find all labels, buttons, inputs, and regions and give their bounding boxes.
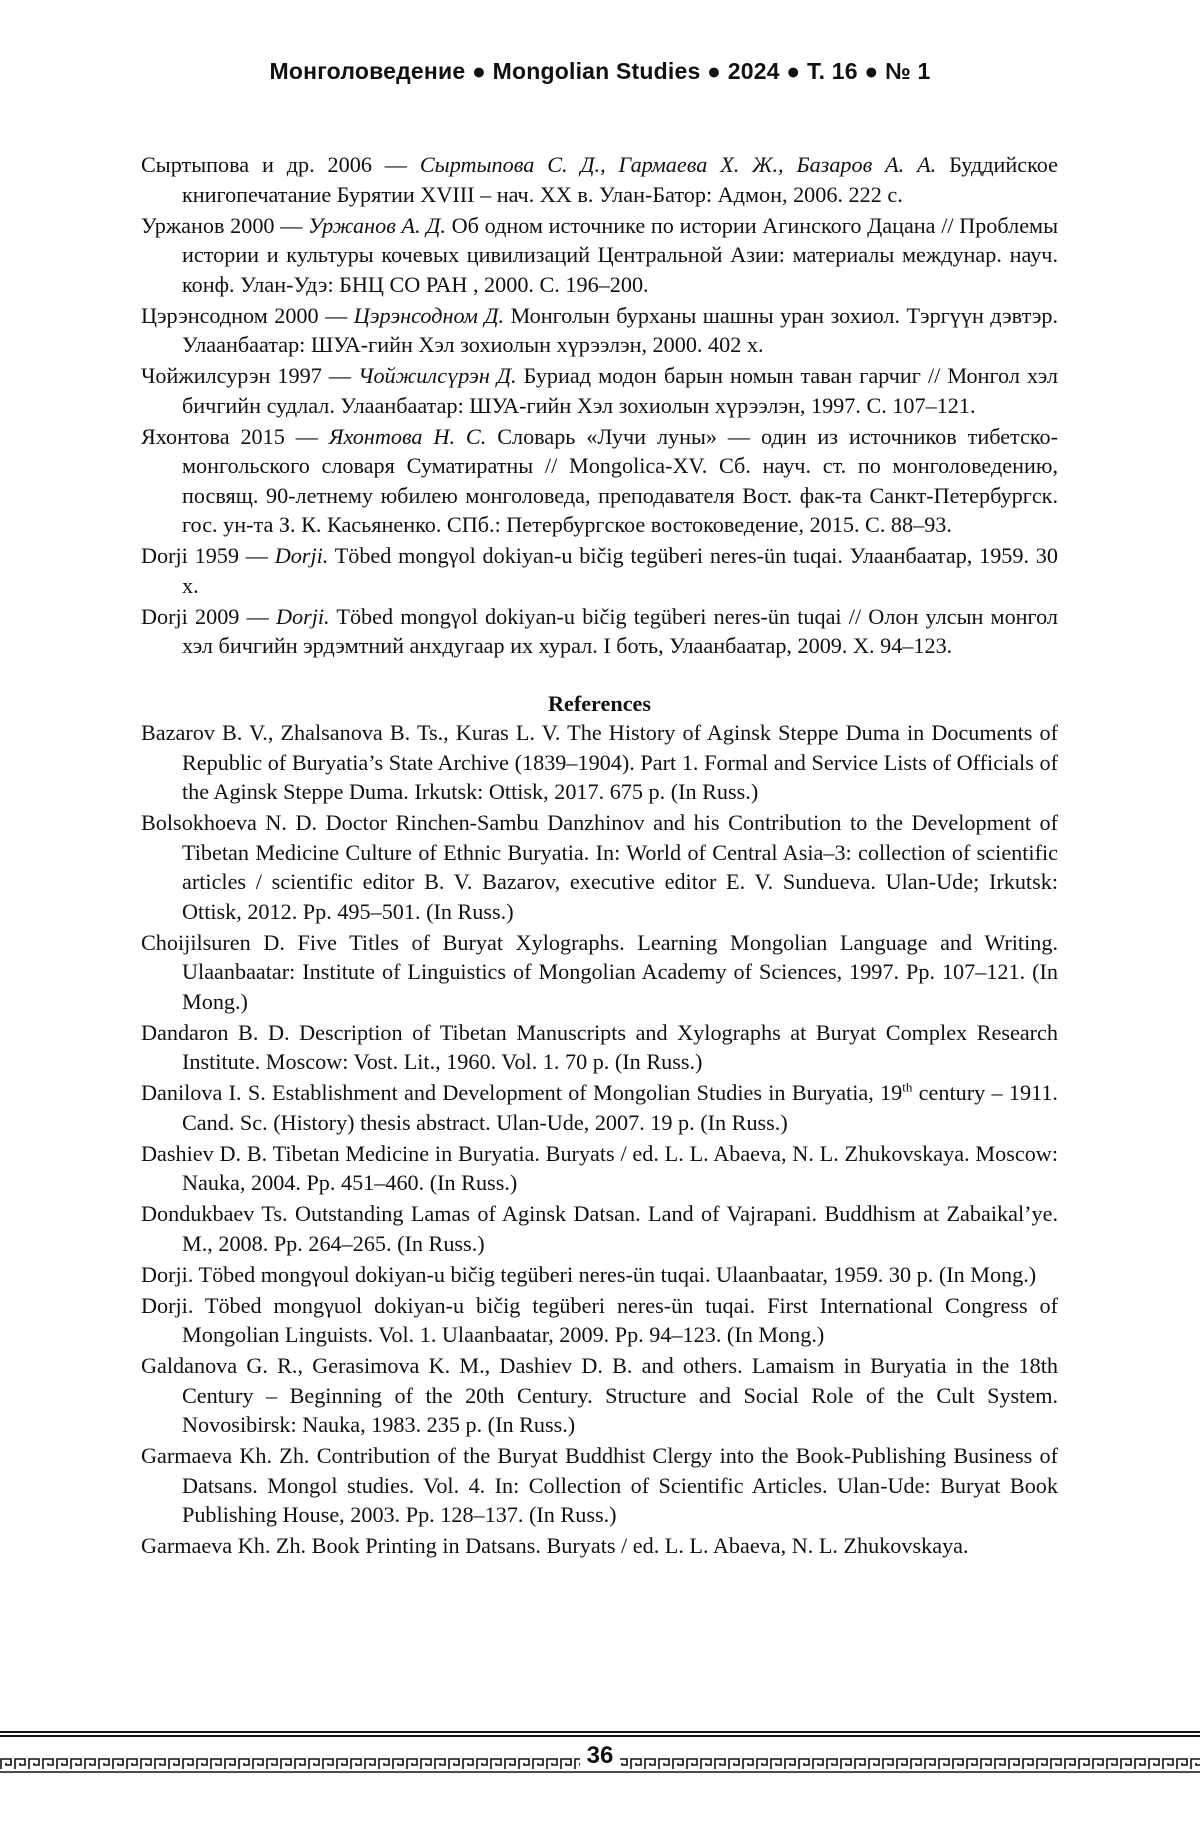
reference-entry: Bazarov B. V., Zhalsanova B. Ts., Kuras L. V. The History of Aginsk Steppe Duma in Documents of Republic of Buryatia’s State Archive (1839–1904). Part 1. Formal and Service Lists of Officials of the Aginsk Steppe Duma. Irkutsk: Ottisk, 2017. 675 p. (In Russ.) <box>141 720 1058 804</box>
page-number: 36 <box>586 1742 614 1769</box>
source-entry <box>141 422 1058 540</box>
bibliography <box>141 150 1058 1562</box>
source-rest: Об одном источнике по истории Агинского Дацана // Проблемы истории и культуры кочевых цивилизаций Центральной Азии: материалы междунар. науч. конф. Улан-Удэ: БНЦ СО РАН , 2000. С. 196–200. <box>182 212 1059 297</box>
source-rest: Словарь «Лучи луны» — один из источников тибетско-монгольского словаря Суматиратны // Mongolica-XV. Сб. науч. ст. по монголоведению, посвящ. 90-летнему юбилею монголоведа, преподавателя Вост. фак-та Санкт-Петербургск. гос. ун-та З. К. Касьяненко. СПб.: Петербургское востоковедение, 2015. С. 88–93. <box>182 423 1059 537</box>
source-rest: Буддийское книгопечатание Бурятии XVIII – нач. XX в. Улан-Батор: Адмон, 2006. 222 с. <box>182 152 1058 207</box>
reference-entry: Dashiev D. B. Tibetan Medicine in Buryatia. Buryats / ed. L. L. Abaeva, N. L. Zhukovskaya. Moscow: Nauka, 2004. Pp. 451–460. (In Russ.) <box>141 1140 1058 1195</box>
reference-entry <box>141 1078 1058 1137</box>
source-lead: Сыртыпова и др. 2006 — <box>141 152 420 177</box>
reference-entry: Dorji. Töbed mongγuol dokiyan-u bičig tegüberi neres-ün tuqai. First International Congress of Mongolian Linguists. Vol. 1. Ulaanbaatar, 2009. Pp. 94–123. (In Mong.) <box>141 1292 1058 1347</box>
source-author: Dorji. <box>275 603 330 629</box>
source-entry <box>141 602 1058 661</box>
reference-text: century – 1911. Cand. Sc. (History) thesis abstract. Ulan-Ude, 2007. 19 p. (In Russ.) <box>182 1080 1058 1135</box>
source-entry <box>141 361 1058 420</box>
reference-entry: Garmaeva Kh. Zh. Book Printing in Datsans. Buryats / ed. L. L. Abaeva, N. L. Zhukovskaya. <box>141 1533 969 1558</box>
source-entry <box>141 301 1058 360</box>
source-entry <box>141 541 1058 600</box>
source-rest: Монголын бурханы шашны уран зохиол. Тэргүүн дэвтэр. Улаанбаатар: ШУА-гийн Хэл зохиолын хүрээлэн, 2000. 402 х. <box>182 302 1058 357</box>
running-header: Монголоведение ● Mongolian Studies ● 2024 ● Т. 16 ● № 1 <box>269 58 931 84</box>
reference-entry: Choijilsuren D. Five Titles of Buryat Xylographs. Learning Mongolian Language and Writing. Ulaanbaatar: Institute of Linguistics of Mongolian Academy of Sciences, 1997. Pp. 107–121. (In Mong.) <box>141 929 1058 1014</box>
source-lead: Dorji 1959 — <box>141 543 275 568</box>
source-lead: Яхонтова 2015 — <box>141 423 329 449</box>
page-footer <box>0 1728 1200 1784</box>
source-author: Яхонтова Н. С. <box>328 423 487 449</box>
source-rest: Töbed mongγol dokiyan-u bičig tegüberi neres-ün tuqai // Олон улсын монгол хэл бичгийн эрдэмтний анхдугаар их хурал. I боть, Улаанбаатар, 2009. Х. 94–123. <box>182 603 1058 658</box>
references-heading: References <box>547 690 652 716</box>
source-rest: Töbed mongγol dokiyan-u bičig tegüberi neres-ün tuqai. Улаанбаатар, 1959. 30 х. <box>182 543 1058 598</box>
source-lead: Dorji 2009 — <box>141 603 276 629</box>
sources-list <box>141 150 1058 661</box>
source-entry <box>141 211 1058 300</box>
source-entry <box>141 150 1058 209</box>
references-list <box>141 718 1058 1561</box>
source-author: Dorji. <box>274 543 329 568</box>
source-author: Уржанов А. Д. <box>308 212 446 238</box>
reference-entry: Garmaeva Kh. Zh. Contribution of the Buryat Buddhist Clergy into the Book-Publishing Business of Datsans. Mongol studies. Vol. 4. In: Collection of Scientific Articles. Ulan-Ude: Buryat Book Publishing House, 2003. Pp. 128–137. (In Russ.) <box>141 1443 1058 1527</box>
superscript: th <box>902 1079 913 1095</box>
reference-entry: Galdanova G. R., Gerasimova K. M., Dashiev D. B. and others. Lamaism in Buryatia in the 18th Century – Beginning of the 20th Century. Structure and Social Role of the Cult System. Novosibirsk: Nauka, 1983. 235 p. (In Russ.) <box>141 1353 1058 1437</box>
source-author: Чойжилсүрэн Д. <box>358 363 517 388</box>
source-author: Сыртыпова С. Д., Гармаева Х. Ж., Базаров А. А. <box>419 152 937 177</box>
source-lead: Цэрэнсодном 2000 — <box>141 302 354 328</box>
reference-entry: Bolsokhoeva N. D. Doctor Rinchen-Sambu Danzhinov and his Contribution to the Development of Tibetan Medicine Culture of Ethnic Buryatia. In: World of Central Asia–3: collection of scientific articles / scientific editor B. V. Bazarov, executive editor E. V. Sundueva. Ulan-Ude; Irkutsk: Ottisk, 2012. Pp. 495–501. (In Russ.) <box>141 810 1058 924</box>
reference-entry: Dandaron B. D. Description of Tibetan Manuscripts and Xylographs at Buryat Complex Research Institute. Moscow: Vost. Lit., 1960. Vol. 1. 70 p. (In Russ.) <box>141 1019 1058 1074</box>
source-lead: Уржанов 2000 — <box>141 212 309 238</box>
reference-entry: Dorji. Töbed mongγoul dokiyan-u bičig tegüberi neres-ün tuqai. Ulaanbaatar, 1959. 30 p. (In Mong.) <box>141 1261 1037 1287</box>
source-rest: Буриад модон барын номын таван гарчиг // Монгол хэл бичгийн судлал. Улаанбаатар: ШУА-гийн Хэл зохиолын хүрээлэн, 1997. С. 107–121. <box>182 363 1058 418</box>
source-author: Цэрэнсодном Д. <box>353 302 504 328</box>
reference-entry: Dondukbaev Ts. Outstanding Lamas of Aginsk Datsan. Land of Vajrapani. Buddhism at Zabaikal’ye. M., 2008. Pp. 264–265. (In Russ.) <box>141 1201 1058 1256</box>
source-lead: Чойжилсурэн 1997 — <box>141 363 359 388</box>
reference-text: Danilova I. S. Establishment and Development of Mongolian Studies in Buryatia, 19 <box>141 1080 903 1105</box>
